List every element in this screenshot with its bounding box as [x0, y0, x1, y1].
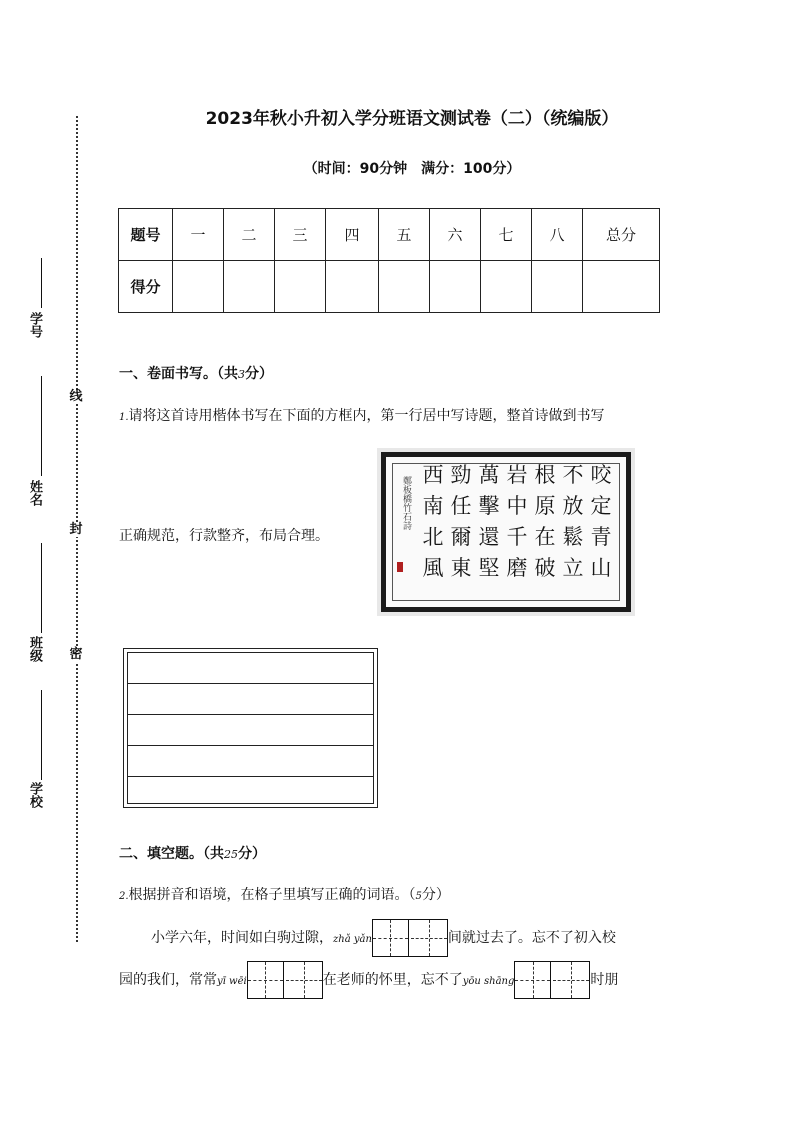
calligraphy-column: 岩中千磨 [506, 463, 528, 580]
pinyin-zhayan: zhǎ yǎn [333, 934, 372, 945]
table-cell: 四 [326, 209, 379, 261]
writing-line [128, 683, 373, 684]
student-id-line[interactable] [41, 258, 42, 308]
question1-number: 1. [119, 412, 129, 423]
calligraphy-text [413, 460, 613, 588]
student-id-label: 学号 [27, 312, 42, 338]
table-cell: 五 [379, 209, 430, 261]
section2-heading-text: 二、填空题。（共 [119, 846, 224, 862]
calligraphy-column: 不放鬆立 [562, 463, 584, 580]
fill-line-2 [119, 961, 618, 999]
table-cell: 总分 [583, 209, 660, 261]
score-table [118, 208, 660, 313]
table-cell: 六 [430, 209, 481, 261]
calligraphy-image [377, 448, 635, 616]
pinyin-yiwei: yī wēi [217, 976, 247, 987]
tianzige-answer-2[interactable] [247, 961, 323, 999]
calligraphy-column: 根原在破 [534, 463, 556, 580]
question2-instruction-end: 分） [421, 887, 450, 903]
tianzige-answer-3[interactable] [514, 961, 590, 999]
seal-char-xian: 线 [66, 390, 86, 404]
question1-line1: 请将这首诗用楷体书写在下面的方框内，第一行居中写诗题，整首诗做到书写 [128, 408, 605, 424]
table-cell: 题号 [119, 209, 173, 261]
table-cell: 八 [532, 209, 583, 261]
section2-heading [119, 843, 266, 863]
calligraphy-signature: 鄭板橋竹石詩 [401, 476, 411, 530]
name-line[interactable] [41, 376, 42, 476]
exam-title: 2023年秋小升初入学分班语文测试卷（二）（统编版） [205, 109, 619, 129]
fill-line1-text-b: 间就过去了。忘不了初入校 [447, 930, 616, 946]
score-cell[interactable] [481, 261, 532, 313]
calligraphy-column: 咬定青山 [590, 463, 612, 580]
fill-line1-text-a: 小学六年，时间如白驹过隙， [151, 930, 333, 946]
writing-line [128, 745, 373, 746]
table-cell: 七 [481, 209, 532, 261]
exam-subtitle: （时间：90分钟 满分：100分） [303, 161, 521, 177]
score-cell[interactable] [379, 261, 430, 313]
table-cell: 得分 [119, 261, 173, 313]
question2-number: 2. [119, 891, 129, 902]
section2-heading-end: 分） [238, 846, 266, 862]
table-row [119, 209, 660, 261]
table-cell: 三 [275, 209, 326, 261]
score-cell[interactable] [326, 261, 379, 313]
calligraphy-column: 西南北風 [422, 463, 444, 580]
section2-points: 25 [224, 848, 238, 861]
tianzige-answer-1[interactable] [372, 919, 448, 957]
writing-line [128, 714, 373, 715]
pinyin-youshang: yōu shāng [462, 976, 515, 987]
score-cell[interactable] [275, 261, 326, 313]
seal-stamp [397, 562, 403, 572]
section1-points: 3 [238, 368, 245, 381]
score-cell[interactable] [583, 261, 660, 313]
school-line[interactable] [41, 690, 42, 780]
score-cell[interactable] [532, 261, 583, 313]
writing-line [128, 776, 373, 777]
class-label: 班级 [27, 636, 42, 662]
class-line[interactable] [41, 543, 42, 633]
name-label: 姓名 [27, 480, 42, 506]
question1-line2: 正确规范，行款整齐，布局合理。 [119, 528, 329, 544]
table-cell: 一 [173, 209, 224, 261]
calligraphy-column: 勁任爾東 [450, 463, 472, 580]
section1-heading [119, 363, 273, 383]
score-cell[interactable] [173, 261, 224, 313]
question2-instruction: 根据拼音和语境，在格子里填写正确的词语。（ [128, 887, 416, 903]
seal-char-mi: 密 [66, 648, 86, 662]
writing-box-inner [127, 652, 374, 804]
table-row [119, 261, 660, 313]
writing-box[interactable] [123, 648, 378, 808]
table-cell: 二 [224, 209, 275, 261]
question2-text [119, 884, 450, 904]
question1-text [119, 405, 605, 425]
score-cell[interactable] [224, 261, 275, 313]
score-cell[interactable] [430, 261, 481, 313]
fill-line2-text-a: 园的我们，常常 [119, 972, 217, 988]
school-label: 学校 [27, 782, 42, 808]
fill-line-1 [151, 919, 616, 957]
section1-heading-end: 分） [245, 366, 273, 382]
seal-char-feng: 封 [66, 523, 86, 537]
fill-line2-text-c: 时朋 [590, 972, 619, 988]
calligraphy-column: 萬擊還堅 [478, 463, 500, 580]
question2-points: 5 [415, 891, 422, 902]
fill-line2-text-b: 在老师的怀里，忘不了 [322, 972, 463, 988]
section1-heading-text: 一、卷面书写。（共 [119, 366, 238, 382]
